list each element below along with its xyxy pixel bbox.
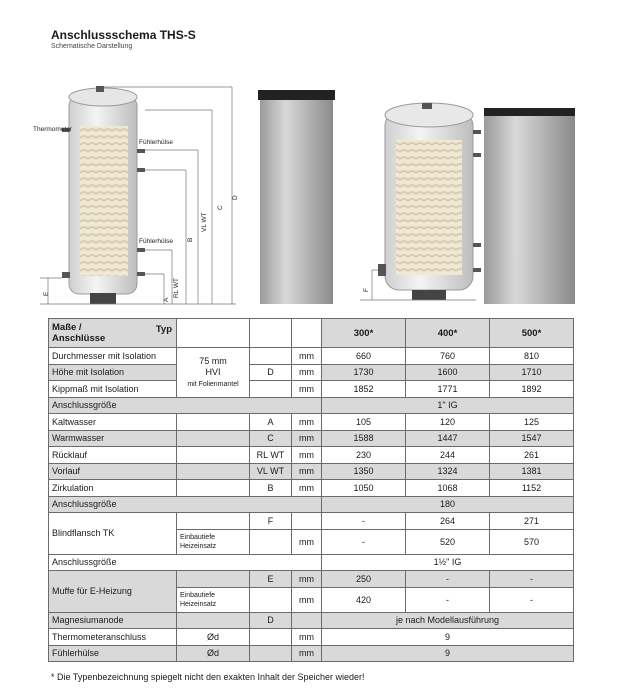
label-dim-f: F <box>363 288 370 292</box>
footnote: * Die Typenbezeichnung spiegelt nicht den exakten Inhalt der Speicher wieder! <box>51 672 365 682</box>
label-dim-b: B <box>187 237 194 242</box>
table-row: Blindflansch TK F - 264 271 <box>49 513 574 530</box>
page-subtitle: Schematische Darstellung <box>51 43 133 50</box>
table-row: Einbautiefe Heizeinsatz mm 420 - - <box>49 587 574 612</box>
header-500: 500* <box>490 319 574 348</box>
table-row: Kaltwasser A mm 105 120 125 <box>49 414 574 431</box>
page-title: Anschlussschema THS-S <box>51 28 196 42</box>
table-row: Vorlauf VL WT mm 1350 1324 1381 <box>49 463 574 480</box>
tank-cutaway-right <box>378 103 481 300</box>
header-400: 400* <box>406 319 490 348</box>
table-row: Anschlussgröße 180 <box>49 496 574 513</box>
label-dim-d: D <box>232 195 239 200</box>
header-label: Maße / Anschlüsse Typ <box>49 319 177 348</box>
tank-insulated-right <box>484 108 575 304</box>
table-row: Fühlerhülse Ød mm 9 <box>49 645 574 662</box>
label-thermometer: Thermometer <box>33 126 73 133</box>
label-fuehlerhuelse-top: Fühlerhülse <box>139 139 173 146</box>
spec-table <box>48 318 574 662</box>
table-row: Warmwasser C mm 1588 1447 1547 <box>49 430 574 447</box>
label-fuehlerhuelse-bottom: Fühlerhülse <box>139 238 173 245</box>
table-row: Thermometeranschluss Ød mm 9 <box>49 629 574 646</box>
table-row: Anschlussgröße 1" IG <box>49 397 574 414</box>
table-row: Zirkulation B mm 1050 1068 1152 <box>49 480 574 497</box>
header-300: 300* <box>322 319 406 348</box>
table-row: Magnesiumanode D je nach Modellausführung <box>49 612 574 629</box>
label-dim-rlwt: RL WT <box>173 278 180 298</box>
table-row: Kippmaß mit Isolation mm 1852 1771 1892 <box>49 381 574 398</box>
label-dim-c: C <box>217 205 224 210</box>
label-dim-e: E <box>43 291 50 296</box>
table-row: Rücklauf RL WT mm 230 244 261 <box>49 447 574 464</box>
label-dim-a: A <box>163 297 170 302</box>
table-row: Anschlussgröße 1½" IG <box>49 554 574 571</box>
tank-diagram <box>0 0 624 315</box>
table-row: Durchmesser mit Isolation 75 mm HVI mit Folienmantel mm 660 760 810 <box>49 348 574 365</box>
tank-cutaway-left <box>62 86 145 304</box>
table-header-row <box>49 319 574 348</box>
label-dim-vlwt: VL WT <box>201 212 208 232</box>
header-typ: Typ <box>155 324 172 335</box>
table-row: Höhe mit Isolation D mm 1730 1600 1710 <box>49 364 574 381</box>
table-row: Muffe für E-Heizung E mm 250 - - <box>49 571 574 588</box>
isolation-note: 75 mm HVI mit Folienmantel <box>177 348 250 398</box>
tank-insulated-left <box>258 90 335 304</box>
table-row: Einbautiefe Heizeinsatz mm - 520 570 <box>49 529 574 554</box>
